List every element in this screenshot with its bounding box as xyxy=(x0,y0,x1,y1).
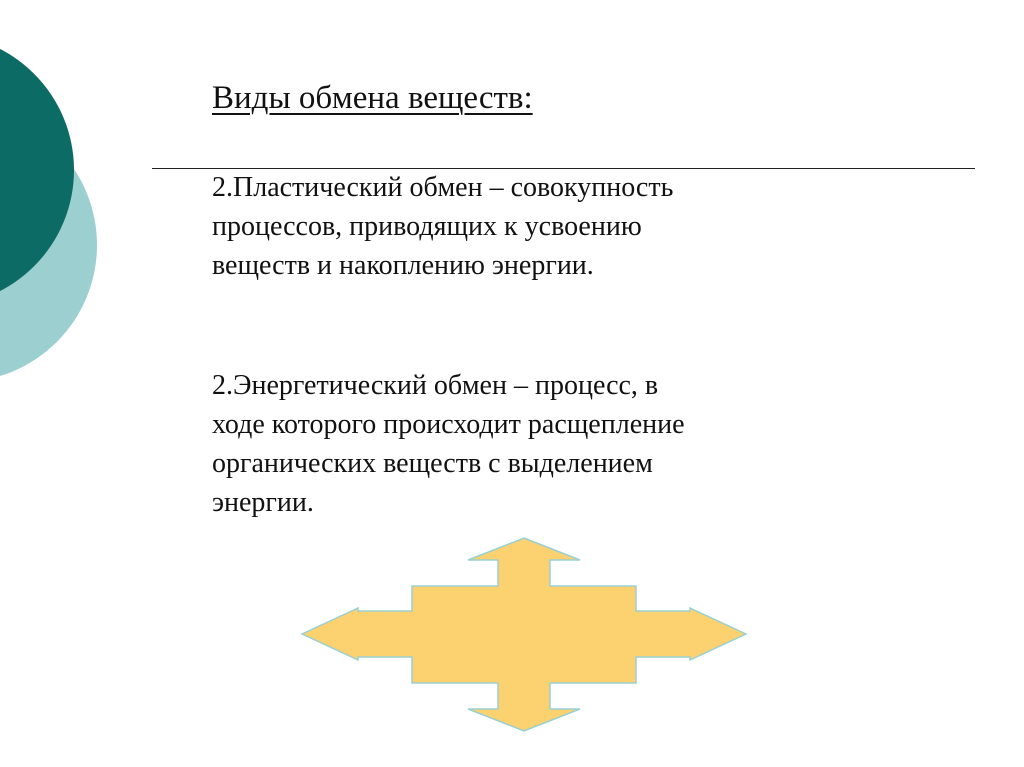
paragraph-line: 2.Пластический обмен – совокупность xyxy=(212,172,674,203)
paragraph-line: энергии. xyxy=(212,487,314,518)
energy-metabolism-paragraph xyxy=(212,366,685,522)
paragraph-line: ходе которого происходит расщепление xyxy=(212,409,685,440)
paragraph-line: органических веществ с выделением xyxy=(212,448,653,479)
four-way-arrow-icon xyxy=(302,538,746,731)
plastic-metabolism-paragraph xyxy=(212,168,673,285)
paragraph-line: 2.Энергетический обмен – процесс, в xyxy=(212,370,659,401)
slide-title: Виды обмена веществ: xyxy=(212,80,533,116)
paragraph-line: веществ и накоплению энергии. xyxy=(212,250,594,281)
paragraph-line: процессов, приводящих к усвоению xyxy=(212,211,642,242)
